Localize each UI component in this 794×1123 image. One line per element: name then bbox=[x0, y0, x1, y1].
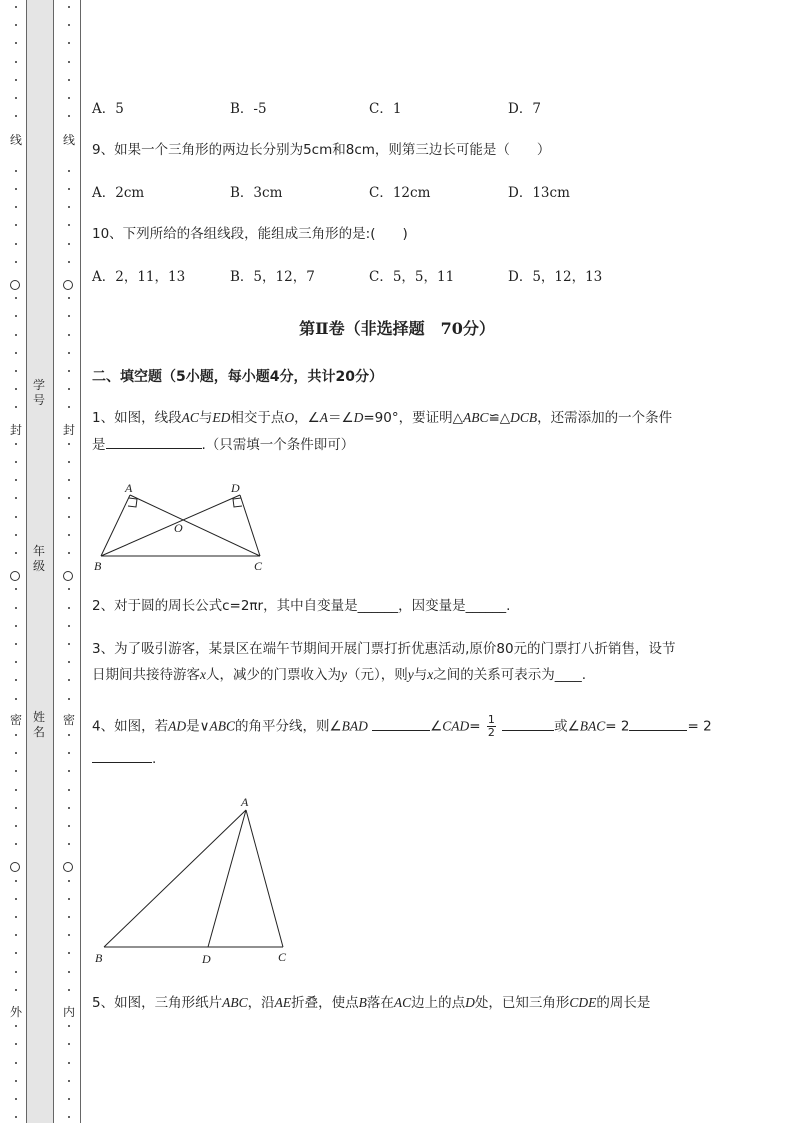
seal-dot bbox=[15, 370, 17, 372]
seal-dot bbox=[15, 24, 17, 26]
seal-dot bbox=[68, 479, 70, 481]
outer-seal-line bbox=[10, 0, 22, 1123]
inner-seal-ring bbox=[63, 571, 73, 581]
answer-blank[interactable] bbox=[92, 748, 152, 763]
seal-dot bbox=[15, 79, 17, 81]
fill-q5-line1: 5、如图，三角形纸片ABC，沿AE折叠，使点B落在AC边上的点D处，已知三角形CDE的周长是 bbox=[92, 995, 651, 1011]
seal-dot bbox=[68, 115, 70, 117]
seal-dot bbox=[15, 934, 17, 936]
seal-dot bbox=[68, 461, 70, 463]
outer-seal-mark: 封 bbox=[7, 423, 25, 437]
seal-dot bbox=[68, 243, 70, 245]
seal-dot bbox=[15, 224, 17, 226]
seal-dot bbox=[68, 825, 70, 827]
seal-dot bbox=[68, 934, 70, 936]
q8-option-b: B．-5 bbox=[230, 101, 267, 117]
seal-dot bbox=[68, 952, 70, 954]
q8-option-a: A．5 bbox=[92, 101, 124, 117]
seal-dot bbox=[68, 989, 70, 991]
seal-dot bbox=[15, 952, 17, 954]
seal-dot bbox=[68, 679, 70, 681]
fill-q4-line2: . bbox=[92, 748, 156, 769]
seal-dot bbox=[15, 406, 17, 408]
seal-dot bbox=[68, 42, 70, 44]
seal-dot bbox=[68, 588, 70, 590]
seal-dot bbox=[68, 880, 70, 882]
seal-dot bbox=[15, 388, 17, 390]
fill-q1-line1: 1、如图，线段AC与ED相交于点O，∠A＝∠D=90°，要证明△ABC≌△DCB，还需添加的一个条件 bbox=[92, 410, 673, 426]
inner-seal-mark: 封 bbox=[60, 423, 78, 437]
seal-dot bbox=[15, 461, 17, 463]
seal-dot bbox=[68, 79, 70, 81]
seal-dot bbox=[15, 97, 17, 99]
seal-dot bbox=[15, 1098, 17, 1100]
fraction-one-half: $\frac{1}{2}$ bbox=[487, 713, 495, 739]
seal-dot bbox=[68, 1116, 70, 1118]
seal-dot bbox=[68, 643, 70, 645]
seal-dot bbox=[15, 770, 17, 772]
seal-dot bbox=[15, 607, 17, 609]
seal-dot bbox=[68, 352, 70, 354]
seal-dot bbox=[15, 989, 17, 991]
seal-dot bbox=[15, 661, 17, 663]
seal-dot bbox=[15, 479, 17, 481]
outer-seal-mark: 线 bbox=[7, 133, 25, 147]
q9-option-b: B．3cm bbox=[230, 185, 283, 201]
seal-dot bbox=[68, 971, 70, 973]
q8-option-c: C．1 bbox=[369, 101, 402, 117]
seal-dot bbox=[68, 898, 70, 900]
seal-dot bbox=[68, 497, 70, 499]
seal-dot bbox=[15, 898, 17, 900]
name-label: 姓 名 bbox=[32, 710, 45, 739]
seal-dot bbox=[15, 752, 17, 754]
q9-option-d: D．13cm bbox=[508, 185, 570, 201]
seal-dot bbox=[68, 661, 70, 663]
seal-dot bbox=[68, 807, 70, 809]
fig1-label-a: A bbox=[125, 481, 133, 495]
seal-dot bbox=[15, 516, 17, 518]
seal-dot bbox=[68, 224, 70, 226]
seal-dot bbox=[15, 625, 17, 627]
seal-dot bbox=[68, 843, 70, 845]
seal-dot bbox=[15, 1080, 17, 1082]
seal-dot bbox=[68, 370, 70, 372]
q10-option-d: D．5，12，13 bbox=[508, 269, 603, 285]
fill-q1-line2: 是 .（只需填一个条件即可） bbox=[92, 434, 354, 455]
seal-dot bbox=[68, 752, 70, 754]
section-title: 二、填空题（5小题，每小题4分，共计20分） bbox=[92, 369, 383, 385]
seal-dot bbox=[68, 297, 70, 299]
q10-option-a: A．2，11，13 bbox=[92, 269, 186, 285]
seal-dot bbox=[15, 297, 17, 299]
seal-dot bbox=[15, 916, 17, 918]
fig2-label-c: C bbox=[278, 950, 287, 964]
seal-dot bbox=[68, 1062, 70, 1064]
seal-dot bbox=[68, 1080, 70, 1082]
outer-seal-mark: 密 bbox=[7, 713, 25, 727]
seal-dot bbox=[15, 843, 17, 845]
seal-dot bbox=[68, 734, 70, 736]
fig1-crossed-triangles bbox=[90, 478, 280, 576]
seal-dot bbox=[68, 625, 70, 627]
seal-dot bbox=[68, 770, 70, 772]
seal-dot bbox=[68, 97, 70, 99]
fill-q3-line1: 3、为了吸引游客，某景区在端午节期间开展门票打折优惠活动,原价80元的门票打八折销售，设节 bbox=[92, 641, 676, 657]
seal-dot bbox=[68, 24, 70, 26]
seal-dot bbox=[68, 388, 70, 390]
seal-dot bbox=[15, 497, 17, 499]
fig2-label-d: D bbox=[202, 952, 211, 966]
answer-blank[interactable] bbox=[372, 716, 430, 731]
answer-blank[interactable] bbox=[502, 716, 554, 731]
seal-dot bbox=[15, 243, 17, 245]
seal-dot bbox=[15, 188, 17, 190]
seal-dot bbox=[68, 607, 70, 609]
seal-dot bbox=[15, 534, 17, 536]
q9-option-a: A．2cm bbox=[92, 185, 145, 201]
inner-seal-mark: 密 bbox=[60, 713, 78, 727]
seal-dot bbox=[68, 698, 70, 700]
seal-dot bbox=[68, 516, 70, 518]
seal-dot bbox=[15, 352, 17, 354]
seal-dot bbox=[15, 42, 17, 44]
seal-dot bbox=[68, 443, 70, 445]
seal-dot bbox=[15, 1062, 17, 1064]
seal-dot bbox=[68, 61, 70, 63]
seal-dot bbox=[15, 825, 17, 827]
seal-dot bbox=[15, 552, 17, 554]
seal-dot bbox=[15, 588, 17, 590]
seal-dot bbox=[15, 6, 17, 8]
outer-seal-ring bbox=[10, 280, 20, 290]
seal-dot bbox=[15, 734, 17, 736]
seal-dot bbox=[68, 1098, 70, 1100]
seal-dot bbox=[68, 170, 70, 172]
q10-stem: 10、下列所给的各组线段，能组成三角形的是:( ) bbox=[92, 226, 408, 242]
fill-q4-line1: 4、如图，若AD是∨ABC的角平分线，则∠BAD ∠CAD= $\frac{1}{2}$ 或∠BAC= 2 = 2 bbox=[92, 713, 712, 739]
seal-dot bbox=[15, 170, 17, 172]
outer-seal-ring bbox=[10, 571, 20, 581]
inner-seal-ring bbox=[63, 862, 73, 872]
inner-seal-mark: 内 bbox=[60, 1005, 78, 1019]
margin-border bbox=[80, 0, 81, 1123]
seal-dot bbox=[68, 1043, 70, 1045]
fig1-label-d: D bbox=[231, 481, 240, 495]
q9-option-c: C．12cm bbox=[369, 185, 431, 201]
seal-dot bbox=[15, 643, 17, 645]
seal-dot bbox=[15, 789, 17, 791]
outer-seal-mark: 外 bbox=[7, 1005, 25, 1019]
part2-title: 第Ⅱ卷（非选择题 70分） bbox=[299, 319, 495, 338]
fig1-label-c: C bbox=[254, 559, 263, 573]
seal-dot bbox=[15, 261, 17, 263]
seal-dot bbox=[15, 1025, 17, 1027]
q10-option-b: B．5，12，7 bbox=[230, 269, 315, 285]
grade-label: 年 级 bbox=[32, 544, 45, 573]
q8-option-d: D．7 bbox=[508, 101, 541, 117]
fig1-label-o: O bbox=[174, 521, 183, 535]
seal-dot bbox=[15, 115, 17, 117]
seal-dot bbox=[15, 206, 17, 208]
seal-dot bbox=[15, 971, 17, 973]
q10-option-c: C．5，5，11 bbox=[369, 269, 455, 285]
fill-q2: 2、对于圆的周长公式c=2πr，其中自变量是______，因变量是______. bbox=[92, 598, 511, 614]
inner-seal-line bbox=[63, 0, 75, 1123]
seal-dot bbox=[68, 534, 70, 536]
fig2-label-a: A bbox=[241, 795, 249, 809]
fill-q3-line2: 日期间共接待游客x人，减少的门票收入为y（元），则y与x之间的关系可表示为____. bbox=[92, 667, 587, 683]
q9-stem: 9、如果一个三角形的两边长分别为5cm和8cm，则第三边长可能是（ ） bbox=[92, 142, 551, 158]
answer-blank[interactable] bbox=[106, 434, 202, 449]
fig2-label-b: B bbox=[95, 951, 103, 965]
seal-dot bbox=[68, 406, 70, 408]
seal-dot bbox=[68, 552, 70, 554]
seal-dot bbox=[68, 206, 70, 208]
seal-dot bbox=[15, 807, 17, 809]
seal-dot bbox=[15, 443, 17, 445]
answer-blank[interactable] bbox=[629, 716, 687, 731]
seal-dot bbox=[68, 916, 70, 918]
fig1-label-b: B bbox=[94, 559, 102, 573]
inner-seal-mark: 线 bbox=[60, 133, 78, 147]
seal-dot bbox=[15, 880, 17, 882]
seal-dot bbox=[15, 1043, 17, 1045]
seal-dot bbox=[15, 679, 17, 681]
seal-dot bbox=[15, 1116, 17, 1118]
inner-seal-ring bbox=[63, 280, 73, 290]
seal-dot bbox=[68, 1025, 70, 1027]
seal-dot bbox=[68, 188, 70, 190]
fig2-triangle-bisector bbox=[90, 792, 300, 972]
seal-dot bbox=[68, 6, 70, 8]
seal-dot bbox=[68, 789, 70, 791]
seal-dot bbox=[68, 261, 70, 263]
seal-dot bbox=[15, 698, 17, 700]
outer-seal-ring bbox=[10, 862, 20, 872]
seal-dot bbox=[15, 61, 17, 63]
student-number-label: 学 号 bbox=[32, 378, 45, 407]
